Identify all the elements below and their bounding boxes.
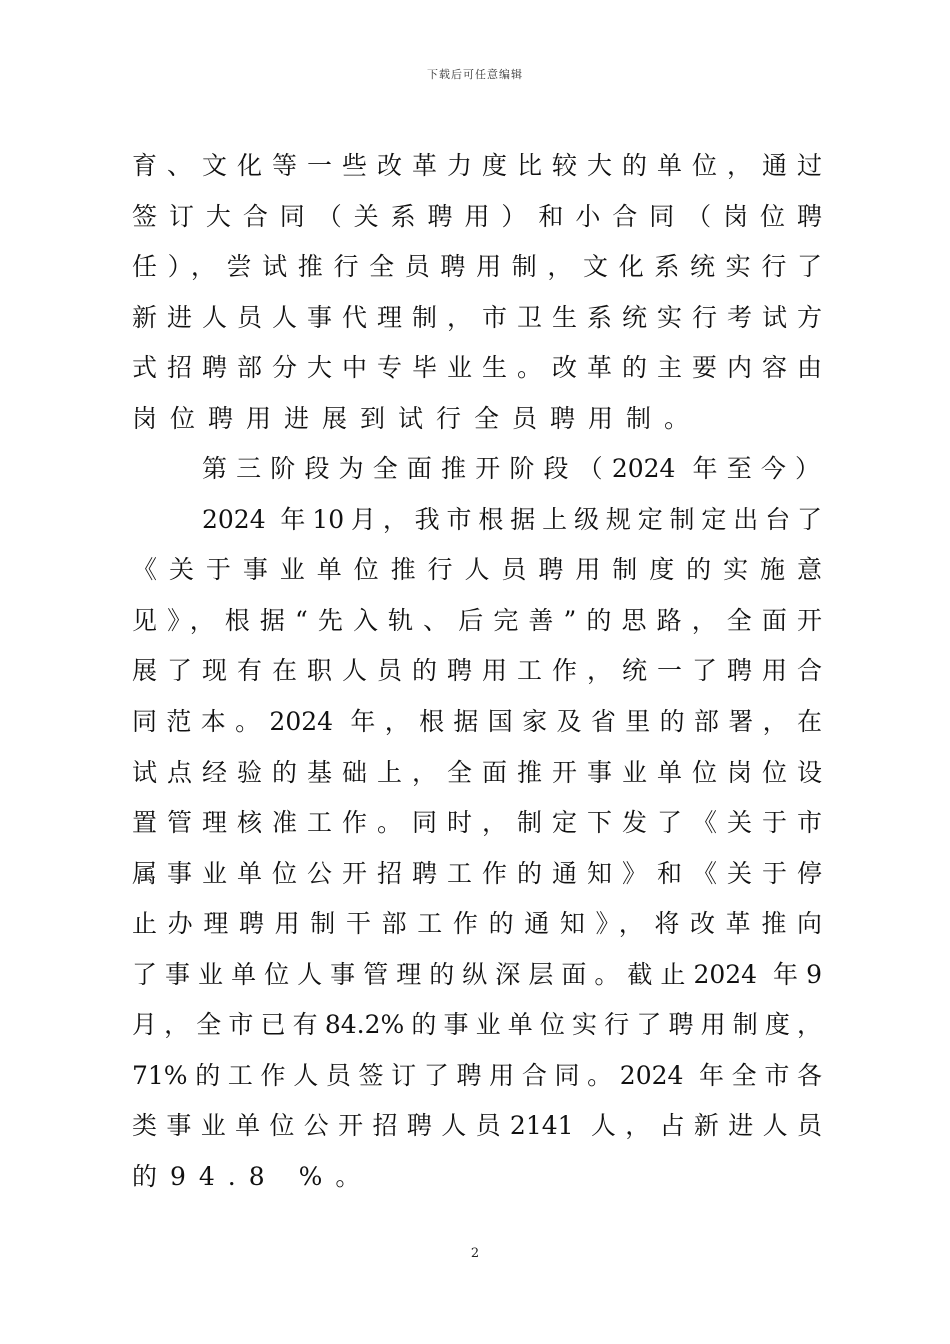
text-line: 式招聘部分大中专毕业生。改革的主要内容由 <box>132 353 822 382</box>
text-line: 71%的工作人员签订了聘用合同。2024 年全市各 <box>132 1061 822 1090</box>
header-note: 下载后可任意编辑 <box>427 68 523 81</box>
text-line: 任），尝试推行全员聘用制，文化系统实行了 <box>132 252 822 281</box>
text-line: 岗位聘用进展到试行全员聘用制。 <box>132 404 703 433</box>
text-line: 新进人员人事代理制，市卫生系统实行考试方 <box>132 303 822 332</box>
text-line: 展了现有在职人员的聘用工作，统一了聘用合 <box>132 656 822 685</box>
text-line: 属事业单位公开招聘工作的通知》和《关于停 <box>132 859 822 888</box>
text-line: 止办理聘用制干部工作的通知》，将改革推向 <box>132 909 822 938</box>
text-line: 育、文化等一些改革力度比较大的单位，通过 <box>132 151 822 180</box>
section-heading: 第三阶段为全面推开阶段（2024 年至今） <box>202 454 820 483</box>
text-line: 见》，根据“先入轨、后完善”的思路，全面开 <box>132 606 822 635</box>
text-line: 的94.8 %。 <box>132 1162 374 1191</box>
text-line: 签订大合同（关系聘用）和小合同（岗位聘 <box>132 202 822 231</box>
text-line: 《关于事业单位推行人员聘用制度的实施意 <box>132 555 822 584</box>
page-number: 2 <box>470 1246 480 1261</box>
text-line: 置管理核准工作。同时，制定下发了《关于市 <box>132 808 822 837</box>
text-line: 试点经验的基础上，全面推开事业单位岗位设 <box>132 758 822 787</box>
text-line: 了事业单位人事管理的纵深层面。截止2024 年9 <box>132 960 822 989</box>
text-line: 月，全市已有84.2%的事业单位实行了聘用制度， <box>132 1010 822 1039</box>
text-line: 2024 年10月，我市根据上级规定制定出台了 <box>202 505 822 534</box>
text-line: 同范本。2024 年，根据国家及省里的部署，在 <box>132 707 822 736</box>
text-line: 类事业单位公开招聘人员2141 人，占新进人员 <box>132 1111 822 1140</box>
